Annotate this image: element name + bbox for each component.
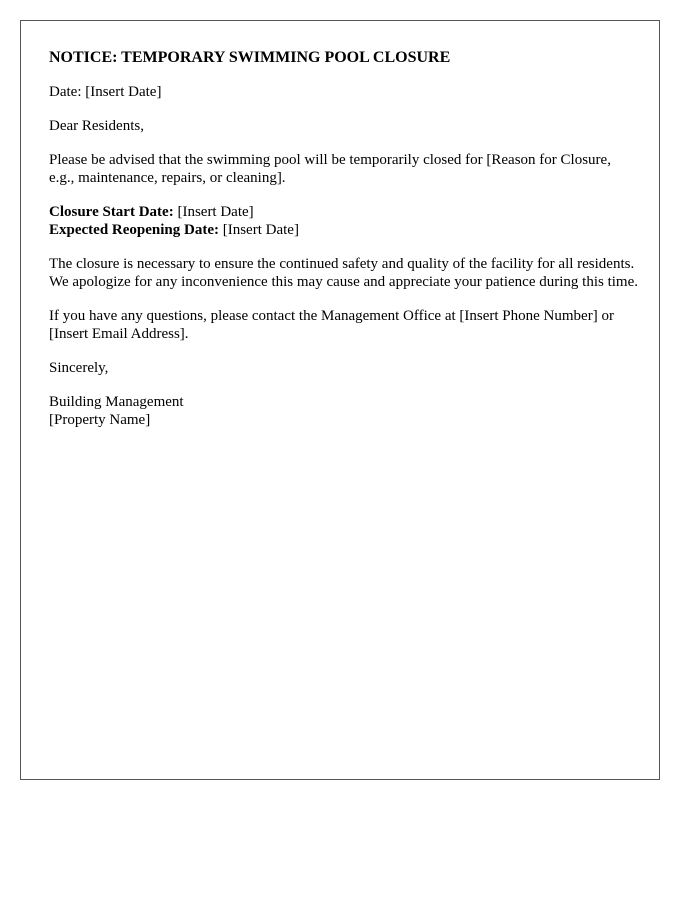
contact-paragraph: If you have any questions, please contact the Management Office at [Insert Phone Number] or [Insert Email Address]. <box>49 308 614 342</box>
notice-body <box>49 49 639 445</box>
notice-title: NOTICE: TEMPORARY SWIMMING POOL CLOSURE <box>49 49 451 66</box>
closure-start-value: [Insert Date] <box>173 204 254 220</box>
dates-block <box>49 203 639 239</box>
salutation: Dear Residents, <box>49 118 144 134</box>
closure-start-line <box>49 203 639 221</box>
explanation-paragraph: The closure is necessary to ensure the continued safety and quality of the facility for all residents. We apologize for any inconvenience this may cause and appreciate your patience during this time. <box>49 256 638 290</box>
closing: Sincerely, <box>49 360 109 376</box>
reopening-line <box>49 221 639 239</box>
signature-line-2: [Property Name] <box>49 412 151 428</box>
reopening-label: Expected Reopening Date: <box>49 222 219 238</box>
closure-start-label: Closure Start Date: <box>49 204 174 220</box>
reopening-value: [Insert Date] <box>218 222 299 238</box>
date-line: Date: [Insert Date] <box>49 84 162 100</box>
signature-line-1: Building Management <box>49 394 184 410</box>
signature-block <box>49 393 639 429</box>
notice-document <box>20 20 660 780</box>
intro-paragraph: Please be advised that the swimming pool will be temporarily closed for [Reason for Closure, e.g., maintenance, repairs, or cleaning]. <box>49 152 611 186</box>
